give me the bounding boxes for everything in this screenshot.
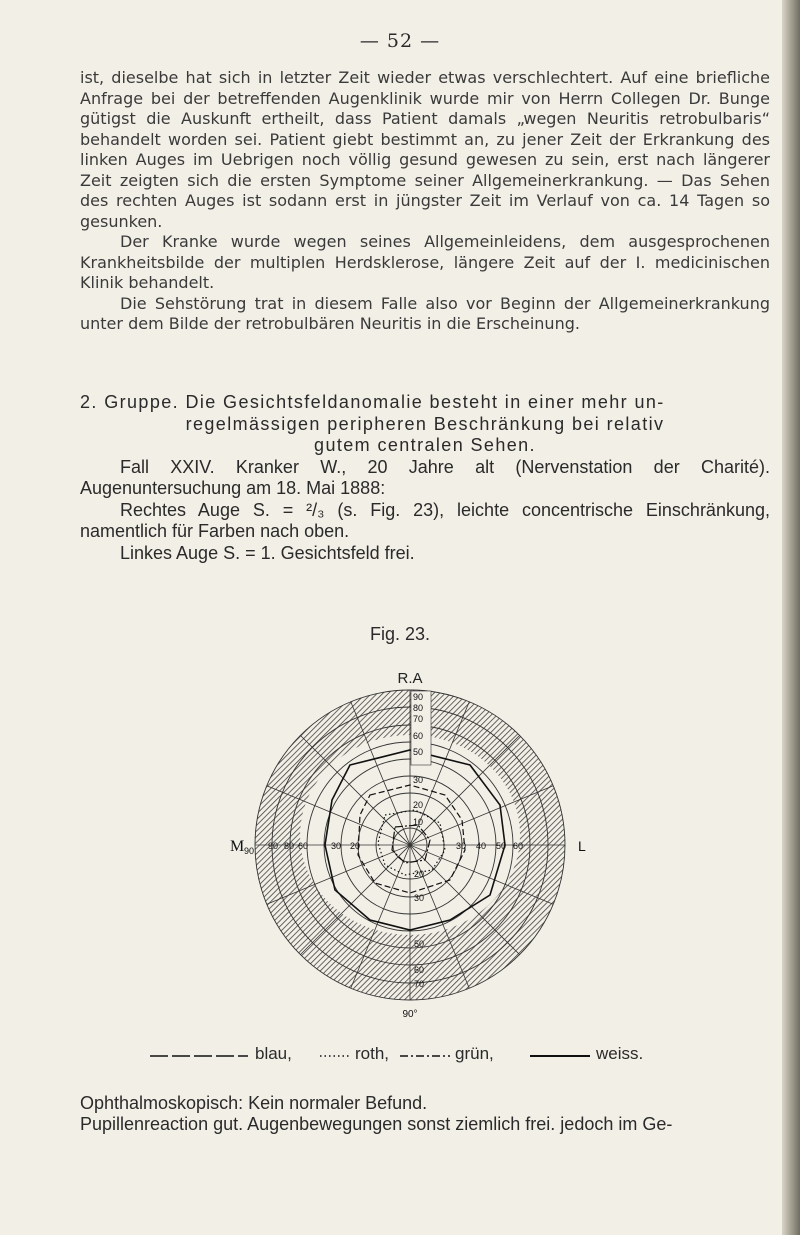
blue-field-boundary (358, 785, 465, 893)
svg-text:60: 60 (513, 841, 524, 851)
svg-text:50: 50 (496, 841, 507, 851)
book-edge (782, 0, 800, 1235)
svg-text:70: 70 (413, 714, 424, 724)
case-section (80, 392, 770, 564)
svg-text:30: 30 (456, 841, 467, 851)
bottom-angle: 90° (402, 1009, 418, 1020)
svg-text:90: 90 (268, 841, 279, 851)
svg-text:20: 20 (350, 841, 361, 851)
group-heading (80, 392, 770, 457)
paragraph-2: Der Kranke wurde wegen seines Allgemeinleidens, dem ausgesprochenen Krankheitsbilde der multiplen Herdsklerose, längere Zeit auf der I. medicinischen Klinik behandelt. (80, 232, 770, 292)
eye-label: R.A (397, 670, 423, 687)
svg-text:30: 30 (413, 775, 424, 785)
legend-blau: blau, (255, 1044, 292, 1063)
svg-text:50: 50 (414, 939, 425, 949)
group-heading-line3: gutem centralen Sehen. (314, 435, 536, 455)
svg-text:50: 50 (413, 747, 424, 757)
legend-weiss: weiss. (596, 1044, 644, 1063)
svg-text:20: 20 (414, 869, 425, 879)
footer-text (80, 1093, 770, 1135)
svg-text:40: 40 (476, 841, 487, 851)
svg-text:60: 60 (413, 731, 424, 741)
figure-label: Fig. 23. (369, 624, 431, 644)
svg-text:30: 30 (331, 841, 342, 851)
svg-text:70: 70 (414, 979, 425, 989)
legend-roth: roth, (355, 1044, 390, 1063)
svg-text:20: 20 (413, 800, 424, 810)
page-number: — 52 — (359, 30, 441, 52)
paragraph-3: Die Sehstörung trat in diesem Falle also vor Beginn der Allgemeinerkrankung unter dem Bilde der retrobulbären Neuritis in die Erscheinung. (80, 293, 770, 333)
nasal-angle: 90 (244, 846, 255, 856)
legend-gruen: grün, (455, 1044, 494, 1063)
case-left-eye: Linkes Auge S. = 1. Gesichtsfeld frei. (120, 542, 415, 563)
footer-line-1: Ophthalmoskopisch: Kein normaler Befund. (80, 1093, 428, 1113)
group-heading-line2: regelmässigen peripheren Beschränkung bei relativ (185, 413, 665, 434)
case-right-eye: Rechtes Auge S. = ²/₃ (s. Fig. 23), leichte concentrische Einschränkung, namentlich für Farben nach oben. (80, 499, 770, 541)
svg-text:80: 80 (284, 841, 295, 851)
svg-text:60: 60 (414, 965, 425, 975)
red-field-boundary (378, 810, 445, 875)
svg-text:90: 90 (413, 692, 424, 702)
paragraph-1: ist, dieselbe hat sich in letzter Zeit wieder etwas verschlechtert. Auf eine briefliche Anfrage bei der betreffenden Augenklinik wurde mir von Herrn Collegen Dr. Bunge gütigst die Auskunft ertheilt, dass Patient damals „wegen Neuritis retrobulbaris“ behandelt worden sei. Patient giebt bestimmt an, zu jener Zeit der Erkrankung des linken Auges im Uebrigen noch völlig gesund gewesen zu sein, erst nach längerer Zeit zeigten sich die ersten Symptome seiner Allgemeinerkrankung. — Das Sehen des rechten Auges ist sodann erst in jüngster Zeit im Verlauf von ca. 14 Tagen so gesunken. (80, 68, 770, 231)
svg-text:30: 30 (414, 893, 425, 903)
nasal-label: M (230, 838, 245, 855)
legend-line-samples (150, 1044, 740, 1064)
svg-text:10: 10 (413, 817, 424, 827)
footer-line-2: Pupillenreaction gut. Augenbewegungen sonst ziemlich frei. jedoch im Ge- (80, 1114, 673, 1134)
visual-field-chart (200, 655, 620, 1045)
case-intro: Fall XXIV. Kranker W., 20 Jahre alt (Nervenstation der Charité). Augenuntersuchung am 18. Mai 1888: (80, 456, 770, 498)
temporal-label: L (578, 838, 586, 854)
svg-text:60: 60 (298, 841, 309, 851)
svg-text:80: 80 (413, 703, 424, 713)
top-paragraphs (80, 68, 770, 335)
group-heading-line1: 2. Gruppe. Die Gesichtsfeldanomalie besteht in einer mehr un- (80, 392, 665, 412)
